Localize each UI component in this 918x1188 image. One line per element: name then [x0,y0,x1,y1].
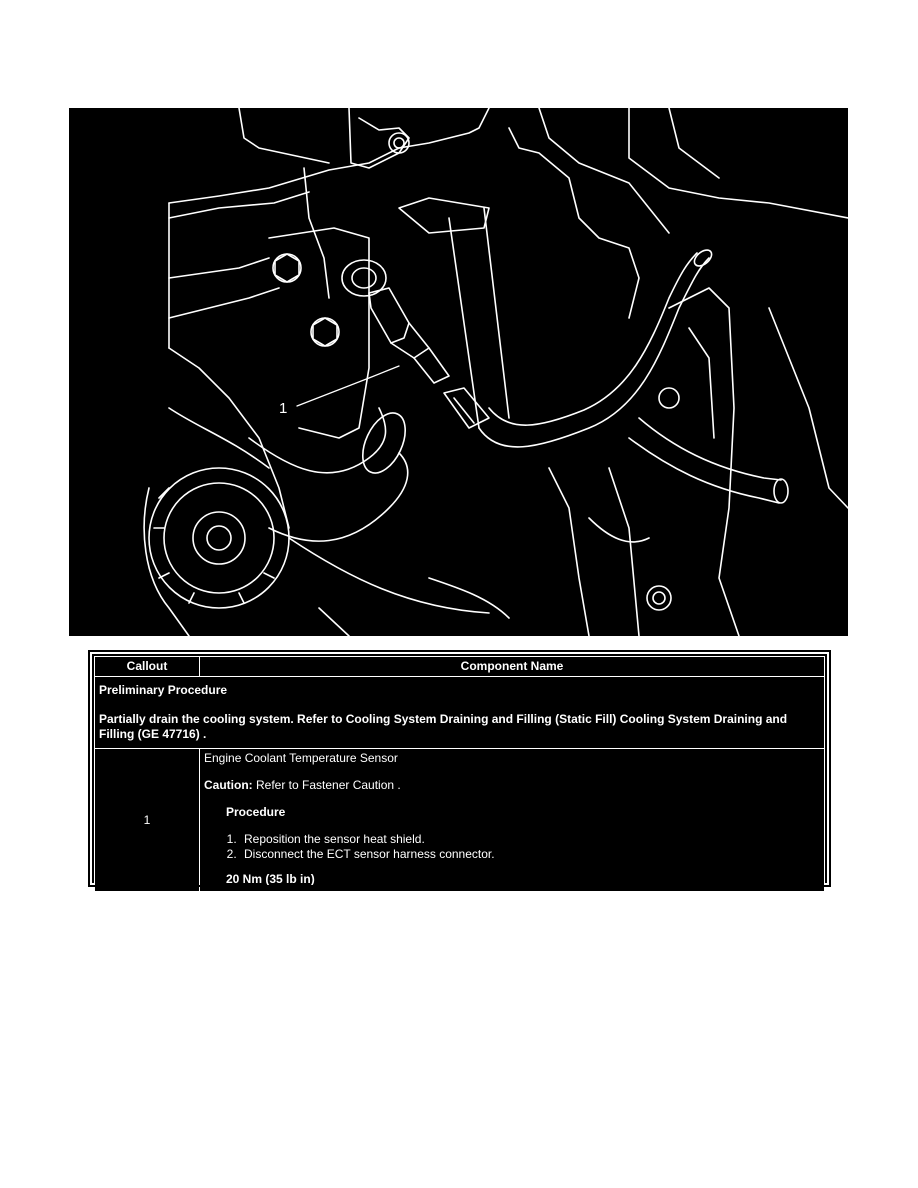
engine-right [549,468,589,636]
bolt [653,592,665,604]
procedure-step: 2. Disconnect the ECT sensor harness connector. [240,847,820,862]
pulley [207,526,231,550]
port [352,268,376,288]
bolt-hex [275,254,299,282]
mount-plate [169,348,289,528]
component-table [94,656,825,892]
caution-text: Refer to Fastener Caution . [252,778,401,792]
engine-block-outline [169,258,269,278]
belt [169,408,269,468]
component-header: Component Name [200,657,825,677]
bolt [659,388,679,408]
casting [539,108,669,233]
bolt [311,318,339,346]
engine-block-outline [169,108,489,203]
component-cell [200,749,825,892]
caution-note [204,778,820,793]
engine-right [769,308,848,508]
preliminary-text: Partially drain the cooling system. Refer to Cooling System Draining and Filling (Static Fill) Cooling System Draining and Filling (GE 47716) . [99,712,788,741]
engine-lower [429,578,509,618]
callout-leader [297,366,399,406]
shaft [449,218,479,428]
casting [509,128,639,318]
preliminary-row [95,677,825,749]
engine-block-outline [304,168,329,298]
hose-end [774,479,788,503]
pulley [149,468,289,608]
coolant-pipe [269,453,408,541]
procedure-heading: Procedure [226,805,286,819]
engine-right [689,328,714,438]
caution-label: Caution: [204,778,253,792]
hose [639,418,781,480]
harness-end [691,247,714,269]
callout-header: Callout [95,657,200,677]
preliminary-cell [95,677,825,749]
component-table-frame [90,652,829,885]
hose [629,438,779,503]
engine-right [609,468,639,636]
engine-right [589,518,649,542]
preliminary-title: Preliminary Procedure [99,683,228,697]
shaft [484,208,509,418]
table-header-row [95,657,825,677]
casting [669,108,719,178]
belt [144,488,189,636]
bracket-hole [394,138,404,148]
engine-lower [319,608,349,636]
torque-spec: 20 Nm (35 lb in) [226,872,315,886]
casting [629,108,848,218]
coolant-sensor [414,348,449,383]
engine-right [669,288,739,636]
engine-lower [289,538,489,613]
component-name: Engine Coolant Temperature Sensor [204,751,398,765]
engine-block-outline [239,108,329,163]
shaft [399,198,489,233]
coolant-sensor [369,288,409,343]
engine-block-outline [169,192,309,218]
procedure-step: 1. Reposition the sensor heat shield. [240,832,820,847]
bolt-hex [313,318,337,346]
sensor-connector [444,388,489,428]
bolt [273,254,301,282]
engine-illustration [69,108,848,636]
engine-block-outline [169,288,279,318]
callout-number: 1 [279,400,288,417]
pulley [164,483,274,593]
pipe-end [354,406,414,479]
pulley [193,512,245,564]
bolt [647,586,671,610]
callout-cell: 1 [95,749,200,892]
procedure-steps [204,832,820,862]
pulley-teeth [154,488,274,603]
table-row [95,749,825,892]
